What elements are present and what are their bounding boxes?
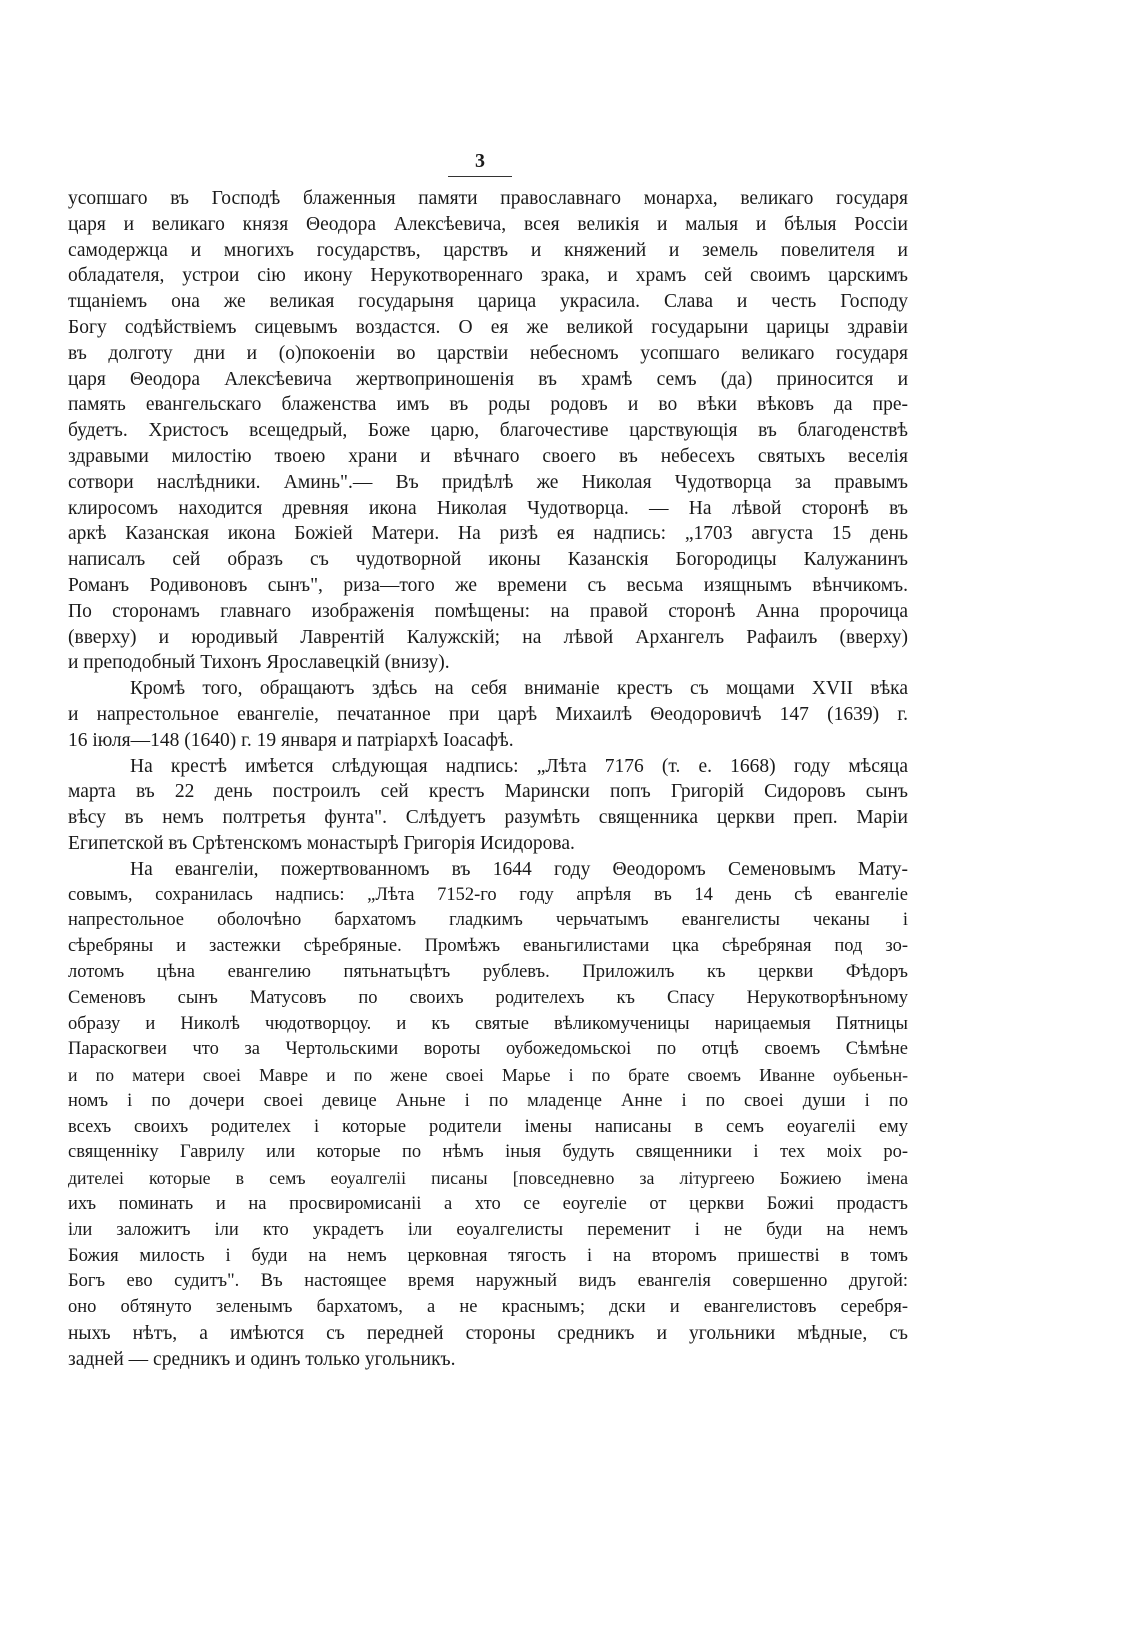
text-line: всехъ своихъ родителех і которые родители імены написаны в семъ еоуагеліі ему [68, 1116, 908, 1137]
text-line: царя Θеодора Алексѣевича жертвоприношенія въ храмѣ семъ (да) приносится и [68, 368, 908, 390]
text-line: На крестѣ имѣется слѣдующая надпись: „Лѣта 7176 (т. е. 1668) году мѣсяца [130, 755, 908, 777]
text-line: Романъ Родивоновъ сынъ", риза—того же времени съ весьма изящнымъ вѣнчикомъ. [68, 574, 908, 596]
text-line: царя и великаго князя Θеодора Алексѣевича, всея великія и малыя и бѣлыя Россіи [68, 213, 908, 235]
text-line: задней — средникъ и одинъ только угольникъ. [68, 1348, 456, 1370]
page-number-rule [448, 176, 512, 177]
text-line: самодержца и многихъ государствъ, царствъ и княжений и земель повелителя и [68, 239, 908, 261]
text-line: и напрестольное евангеліе, печатанное при царѣ Михаилѣ Θеодоровичѣ 147 (1639) г. [68, 703, 908, 725]
text-line: марта въ 22 день построилъ сей крестъ Марински попъ Григорій Сидоровъ сынъ [68, 781, 908, 803]
text-line: Божия милость і буди на немъ церковная тягость і на второмъ пришестві в томъ [68, 1245, 908, 1266]
text-line: Семеновъ сынъ Матусовъ по своихъ родителехъ къ Спасу Нерукотворѣнъному [68, 987, 908, 1008]
page-number: 3 [475, 150, 485, 172]
text-line: дителеі которые в семъ еоуалгеліі писаны [повседневно за літургеею Божиею імена [68, 1168, 908, 1189]
text-line: здравыми милостію твоею хрaни и вѣчнаго своего въ небесехъ святыхъ веселія [68, 445, 908, 467]
text-line: клиросомъ находится древняя икона Николая Чудотворца. — На лѣвой сторонѣ въ [68, 497, 908, 519]
text-line: ихъ поминать и на просвиромисаніі а хто се еоугеліе от церкви Божиі продастъ [68, 1194, 908, 1215]
text-line: въ долготу дни и (о)покоеніи во царствіи небесномъ усопшаго великаго государя [68, 342, 908, 364]
text-line: обладателя, устрои сію икону Нерукотвореннаго зрака, и храмъ сей своимъ царскимъ [68, 265, 908, 287]
text-line: іли заложитъ іли кто украдетъ іли еоуалгелисты переменит і не буди на немъ [68, 1219, 908, 1240]
text-line: усопшаго въ Господѣ блаженныя памяти православнаго монарха, великаго государя [68, 188, 908, 209]
text-line: сотвори наслѣдники. Аминь".— Въ придѣлѣ же Николая Чудотворца за правымъ [68, 471, 908, 493]
text-line: тщаніемъ она же великая государыня царица украсила. Слава и честь Господу [68, 291, 908, 313]
text-line: написалъ сей образъ съ чудотворной иконы Казанскія Богородицы Калужанинъ [68, 549, 908, 571]
text-line: священніку Гаврилу или которые по нѣмъ іныя будуть священники і тех моіх ро- [68, 1142, 908, 1163]
text-line: лотомъ цѣна евангелию пятьнатьцѣтъ рублевъ. Приложилъ къ церкви Фѣдоръ [68, 961, 908, 982]
text-line: По сторонамъ главнаго изображенія помѣщены: на правой сторонѣ Анна пророчица [68, 600, 908, 622]
text-line: вѣсу въ немъ полтретья фунта". Слѣдуетъ разумѣть священника церкви преп. Маріи [68, 807, 908, 829]
text-body [68, 186, 908, 1373]
text-line: и преподобный Тихонъ Ярославецкій (внизу). [68, 652, 450, 674]
text-line: аркѣ Казанская икона Божіей Матери. На ризѣ ея надпись: „1703 августа 15 день [68, 523, 908, 545]
text-line: будетъ. Христосъ всещедрый, Боже царю, благочестиве царствующія въ благоденствѣ [68, 420, 908, 442]
text-line: и по матери своеі Мавре и по жене своеі Марье і по брате своемъ Иванне оубьеньн- [68, 1065, 908, 1086]
text-line: Параскогвеи что за Чертольскими вороты оубожедомьскоі по отцѣ своемъ Сѣмѣне [68, 1039, 908, 1060]
text-line: Египетской въ Срѣтенскомъ монастырѣ Григорія Исидорова. [68, 832, 575, 854]
text-line: память евангельскаго блаженства имъ въ роды родовъ и во вѣки вѣковъ да пре- [68, 394, 908, 416]
text-line: номъ і по дочери своеі девице Аньне і по младенце Анне і по своеі души і по [68, 1090, 908, 1111]
text-line: Кромѣ того, обращаютъ здѣсь на себя вниманіе крестъ съ мощами XVII вѣка [130, 678, 908, 700]
text-line: Богъ ево судитъ". Въ настоящее время наружный видъ евангелія совершенно другой: [68, 1271, 908, 1292]
text-line: На евангеліи, пожертвованномъ въ 1644 году Θеодоромъ Семеновымъ Мату- [130, 858, 908, 880]
text-line: ныхъ нѣтъ, а имѣются съ передней стороны средникъ и угольники мѣдные, съ [68, 1323, 908, 1345]
text-line: оно обтянуто зеленымъ бархатомъ, а не краснымъ; дски и евангелистовъ серебря- [68, 1297, 908, 1318]
text-line: Богу содѣйствіемъ сицевымъ воздастся. О ея же великой государыни царицы здравіи [68, 316, 908, 338]
text-line: совымъ, сохранилась надпись: „Лѣта 7152-го году апрѣля въ 14 день сѣ евангеліе [68, 884, 908, 905]
text-line: сѣребряны и застежки сѣребряные. Промѣжъ еваньгилистами цка сѣребряная под зо- [68, 936, 908, 957]
text-line: (вверху) и юродивый Лаврентій Калужскій; на лѣвой Архангелъ Рафаилъ (вверху) [68, 626, 908, 648]
text-line: образу и Николѣ чюдотворцоу. и къ святые вѣликомученицы нарицаемыя Пятницы [68, 1013, 908, 1034]
text-line: напрестольное оболочѣно бархатомъ гладкимъ черьчатымъ евангелисты чеканы і [68, 910, 908, 931]
text-line: 16 іюля—148 (1640) г. 19 января и патріархѣ Іоасафѣ. [68, 729, 514, 751]
